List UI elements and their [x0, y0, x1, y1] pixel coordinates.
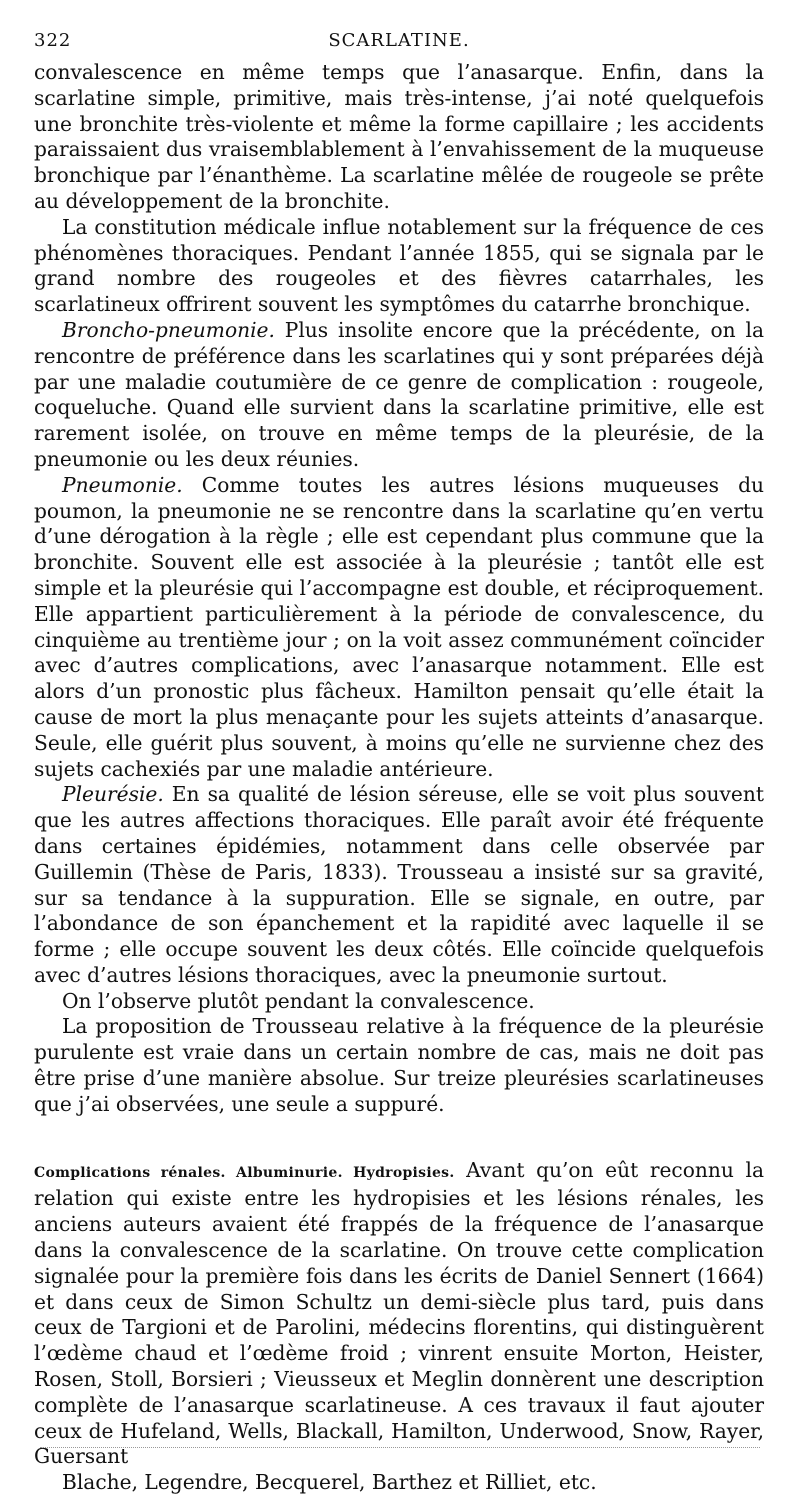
term-pleuresie: Pleurésie. [62, 782, 164, 807]
paragraph-pleuresie [34, 782, 764, 988]
paragraph-text: En sa qualité de lésion séreuse, elle se voit plus souvent que les autres affections thoraciques. Elle paraît avoir été fréquente dans certaines épidémies, notamment dans celle observée par Guillemin (Thèse de Paris, 1833). Trousseau a insisté sur sa gravité, sur sa tendance à la suppuration. Elle se signale, en outre, par l’abondance de son épanchement et la rapidité avec laquelle il se forme ; elle occupe souvent les deux côtés. Elle coïncide quelquefois avec d’autres lésions thoraciques, avec la pneumonie surtout. [34, 782, 764, 987]
book-page [34, 30, 764, 1496]
section-complications-renales [34, 1158, 764, 1471]
paragraph-pneumonie [34, 473, 764, 783]
section-last-line: Blache, Legendre, Becquerel, Barthez et Rilliet, etc. [62, 1470, 597, 1495]
term-pneumonie: Pneumonie. [62, 472, 183, 497]
paragraph-bronchite-continued: convalescence en même temps que l’anasarque. Enfin, dans la scarlatine simple, primitive, mais très-intense, j’ai noté quelquefois une bronchite très-violente et même la forme capillaire ; les accidents paraissaient dus vraisemblablement à l’envahissement de la muqueuse bronchique par l’énanthème. La scarlatine mêlée de rougeole se prête au développement de la bronchite. [34, 60, 764, 213]
paragraph-constitution-medicale: La constitution médicale influe notablement sur la fréquence de ces phénomènes thoraciques. Pendant l’année 1855, qui se signala par le grand nombre des rougeoles et des fièvres catarrhales, les scarlatineux offrirent souvent les symptômes du catarrhe bronchique. [34, 214, 764, 317]
paragraph-text: Comme toutes les autres lésions muqueuses du poumon, la pneumonie ne se rencontre dans la scarlatine qu’en vertu d’une dérogation à la règle ; elle est cependant plus commune que la bronchite. Souvent elle est associée à la pleurésie ; tantôt elle est simple et la pleurésie qui l’accompagne est double, et réciproquement. Elle appartient particulièrement à la période de convalescence, du cinquième au trentième jour ; on la voit assez communément coïncider avec d’autres complications, avec l’anasarque notamment. Elle est alors d’un pronostic plus fâcheux. Hamilton pensait qu’elle était la cause de mort la plus menaçante pour les sujets atteints d’anasarque. Seule, elle guérit plus souvent, à moins qu’elle ne survienne chez des sujets cachexiés par une maladie antérieure. [34, 472, 764, 781]
term-broncho-pneumonie: Broncho-pneumonie. [62, 317, 275, 342]
paragraph-convalescence: On l’observe plutôt pendant la convalescence. [62, 988, 535, 1013]
section-heading: Complications rénales. Albuminurie. Hydropisies. [34, 1164, 455, 1181]
paragraph-text: Plus insolite encore que la précédente, on la rencontre de préférence dans les scarlatines qui y sont préparées déjà par une maladie coutumière de ce genre de complication : rougeole, coqueluche. Quand elle survient dans la scarlatine primitive, elle est rarement isolée, on trouve en même temps de la pleurésie, de la pneumonie ou les deux réunies. [34, 317, 764, 471]
paragraph-trousseau: La proposition de Trousseau relative à la fréquence de la pleurésie purulente est vraie dans un certain nombre de cas, mais ne doit pas être prise d’une manière absolue. Sur treize pleurésies scarlatineuses que j’ai observées, une seule a suppuré. [34, 1014, 764, 1116]
running-head [34, 30, 764, 60]
section-gap [34, 1118, 764, 1158]
page-number: 322 [34, 30, 72, 51]
page-bottom-rule [40, 1447, 760, 1448]
paragraph-broncho-pneumonie [34, 318, 764, 473]
running-title: SCARLATINE. [328, 30, 470, 51]
section-text: Avant qu’on eût reconnu la relation qui existe entre les hydropisies et les lésions rénales, les anciens auteurs avaient été frappés de la fréquence de l’anasarque dans la convalescence de la scarlatine. On trouve cette complication signalée pour la première fois dans les écrits de Daniel Sennert (1664) et dans ceux de Simon Schultz un demi-siècle plus tard, puis dans ceux de Targioni et de Parolini, médecins florentins, qui distinguèrent l’œdème chaud et l’œdème froid ; vinrent ensuite Morton, Heister, Rosen, Stoll, Borsieri ; Vieusseux et Meglin donnèrent une description complète de l’anasarque scarlatineuse. A ces travaux il faut ajouter ceux de Hufeland, Wells, Blackall, Hamilton, Underwood, Snow, Rayer, Guersant [34, 1157, 764, 1469]
